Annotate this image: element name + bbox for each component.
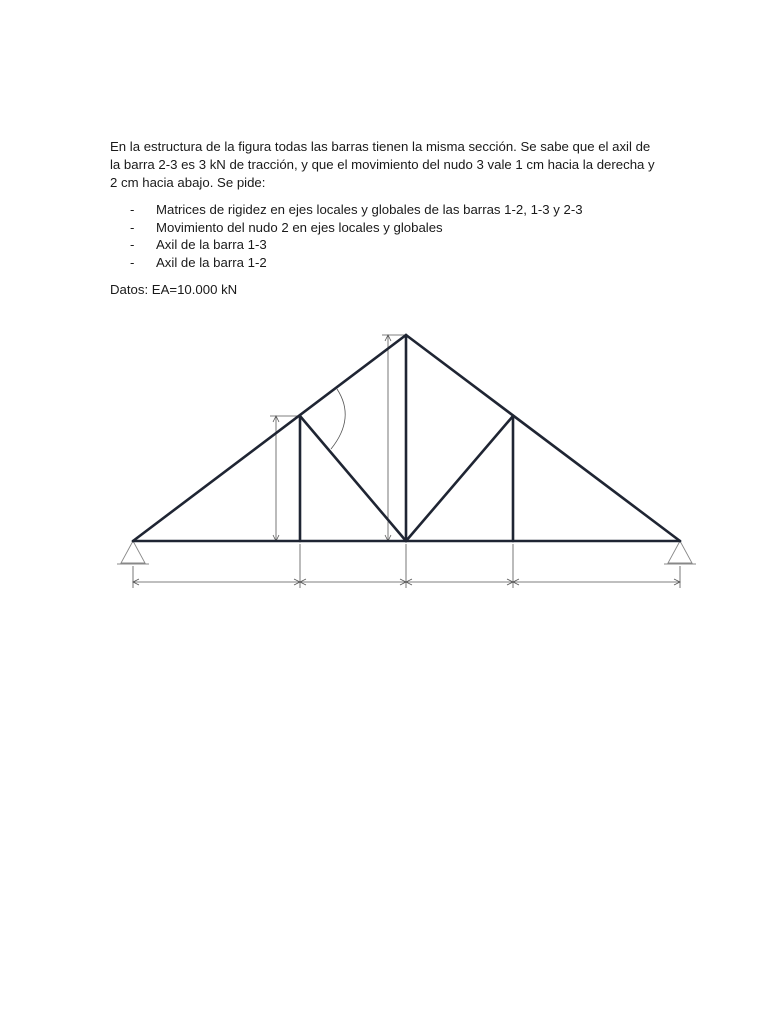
task-text: Movimiento del nudo 2 en ejes locales y globales (156, 219, 443, 235)
list-bullet: - (130, 237, 135, 252)
angle-arc (331, 389, 345, 449)
data-line: Datos: EA=10.000 kN (110, 282, 238, 297)
task-text: Axil de la barra 1-3 (156, 237, 267, 252)
diagonal-member-left (300, 416, 406, 541)
supports (117, 541, 696, 564)
list-bullet: - (130, 202, 135, 217)
list-bullet: - (130, 219, 135, 235)
task-text: Matrices de rigidez en ejes locales y globales de las barras 1-2, 1-3 y 2-3 (156, 202, 583, 217)
pin-support-left (121, 541, 145, 563)
list-bullet: - (130, 254, 135, 270)
truss-members (133, 335, 680, 541)
top-chord-right (406, 335, 680, 541)
top-chord-left (133, 335, 406, 541)
pin-support-right (668, 541, 692, 563)
problem-intro: En la estructura de la figura todas las barras tienen la misma sección. Se sabe que el axil de la barra 2-3 es 3 kN de tracción, y que el movimiento del nudo 3 vale 1 cm hacia la derecha y 2 cm hacia abajo. Se pide: (110, 139, 655, 190)
task-text: Axil de la barra 1-2 (156, 254, 267, 270)
diagonal-member-right (406, 416, 513, 541)
